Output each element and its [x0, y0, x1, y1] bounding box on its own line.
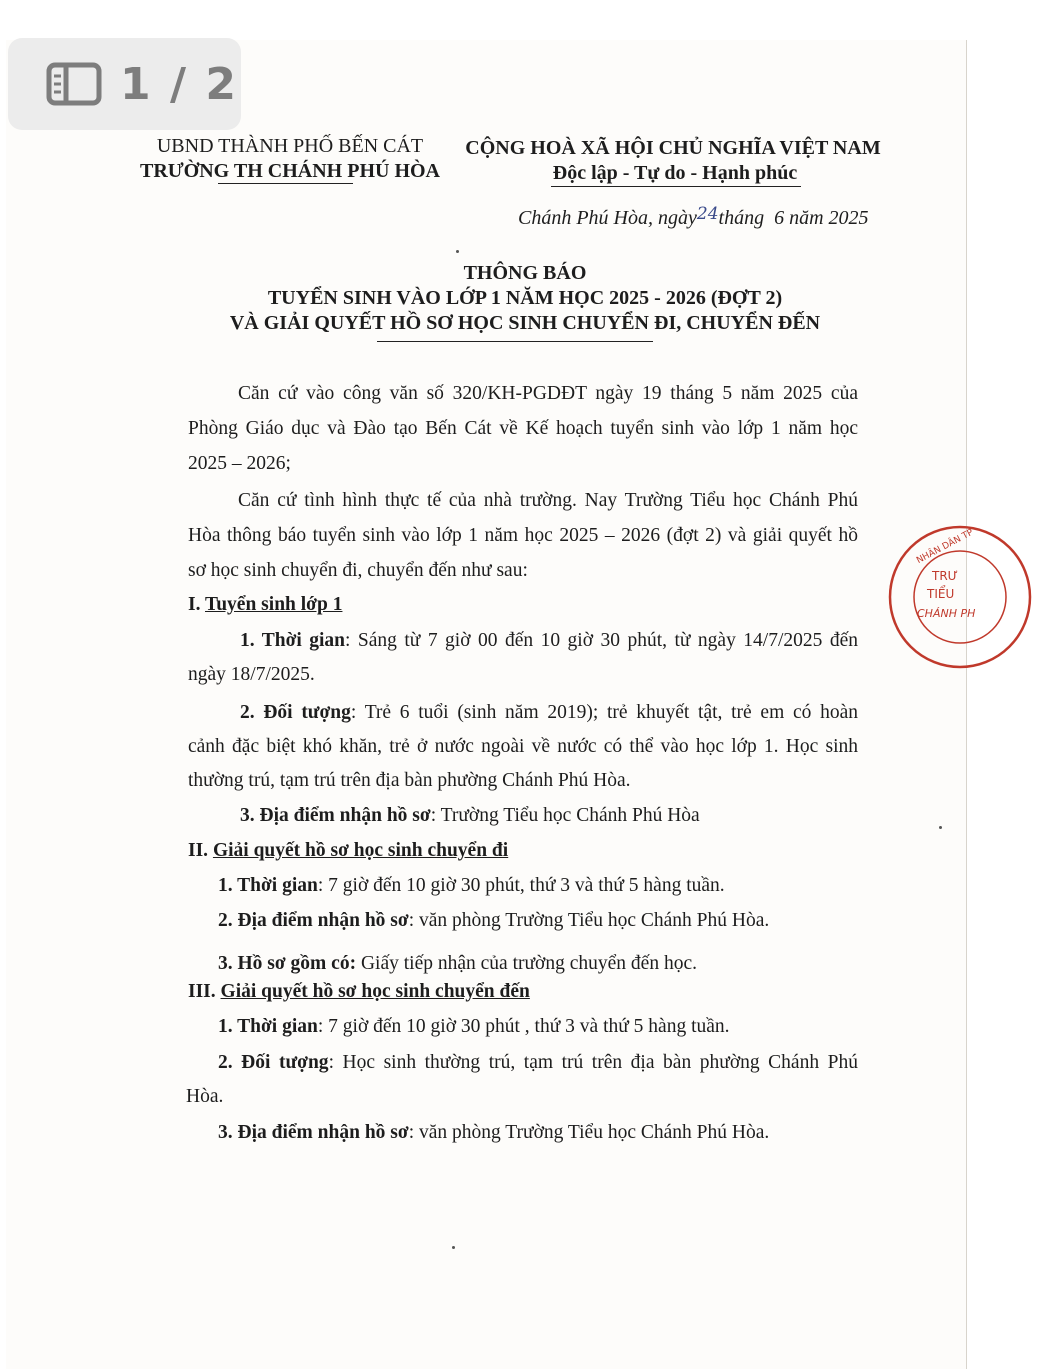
svg-text:CHÁNH PH: CHÁNH PH [917, 607, 976, 620]
reader-mode-icon[interactable] [46, 62, 102, 106]
page-counter: 1 / 2 [120, 58, 238, 110]
section-1-heading: I. Tuyển sinh lớp 1 [188, 594, 343, 615]
national-motto: Độc lập - Tự do - Hạnh phúc [552, 162, 798, 184]
date-day-handwritten: 24 [696, 204, 719, 224]
issuer-school: TRƯỜNG TH CHÁNH PHÚ HÒA [139, 160, 440, 182]
intro-p1-line1: Căn cứ vào công văn số 320/KH-PGDĐT ngày 19 tháng 5 năm 2025 của [238, 383, 858, 404]
seal-graphic [880, 522, 976, 672]
notice-subtitle-1: TUYỂN SINH VÀO LỚP 1 NĂM HỌC 2025 - 2026 (ĐỢT 2) [267, 287, 783, 309]
section-3-item-2-cont: Hòa. [186, 1086, 224, 1107]
section-1-item-2: 2. Đối tượng: Trẻ 6 tuổi (sinh năm 2019); trẻ khuyết tật, trẻ em có hoàn [240, 702, 858, 723]
section-1-item-2-cont1: cảnh đặc biệt khó khăn, trẻ ở nước ngoài về nước có thể vào học lớp 1. Học sinh [188, 736, 858, 757]
svg-text:NHÂN DÂN TP: NHÂN DÂN TP [915, 527, 976, 567]
title-rule [377, 341, 653, 342]
section-3-item-1: 1. Thời gian: 7 giờ đến 10 giờ 30 phút , thứ 3 và thứ 5 hàng tuần. [218, 1016, 730, 1037]
scan-speck [939, 826, 942, 829]
svg-text:TIỂU: TIỂU [927, 587, 955, 601]
intro-p1-line2: Phòng Giáo dục và Đào tạo Bến Cát về Kế hoạch tuyển sinh vào lớp 1 năm học [188, 418, 858, 439]
section-2-item-2: 2. Địa điểm nhận hồ sơ: văn phòng Trường Tiểu học Chánh Phú Hòa. [218, 910, 770, 931]
page-indicator[interactable] [8, 38, 241, 130]
header-left-rule [218, 183, 353, 184]
official-seal [880, 522, 976, 672]
section-3-item-2: 2. Đối tượng: Học sinh thường trú, tạm trú trên địa bàn phường Chánh Phú [218, 1052, 858, 1073]
issuer-authority: UBND THÀNH PHỐ BẾN CÁT [156, 135, 424, 157]
section-2-item-1: 1. Thời gian: 7 giờ đến 10 giờ 30 phút, thứ 3 và thứ 5 hàng tuần. [218, 875, 725, 896]
notice-subtitle-2: VÀ GIẢI QUYẾT HỒ SƠ HỌC SINH CHUYỂN ĐI, CHUYỂN ĐẾN [229, 312, 821, 334]
section-2-heading: II. Giải quyết hồ sơ học sinh chuyển đi [188, 840, 509, 861]
intro-p2-line2: Hòa thông báo tuyển sinh vào lớp 1 năm học 2025 – 2026 (đợt 2) và giải quyết hồ [188, 525, 858, 546]
section-1-item-1-cont: ngày 18/7/2025. [188, 664, 315, 685]
intro-p1-line3: 2025 – 2026; [188, 453, 291, 474]
intro-p2-line1: Căn cứ tình hình thực tế của nhà trường. Nay Trường Tiểu học Chánh Phú [238, 490, 858, 511]
section-1-item-3: 3. Địa điểm nhận hồ sơ: Trường Tiểu học Chánh Phú Hòa [240, 805, 700, 826]
header-right-rule [551, 186, 801, 187]
national-title: CỘNG HOÀ XÃ HỘI CHỦ NGHĨA VIỆT NAM [465, 137, 881, 159]
section-2-item-3: 3. Hồ sơ gồm có: Giấy tiếp nhận của trường chuyển đến học. [218, 953, 697, 974]
scan-speck [456, 250, 459, 253]
section-1-item-1: 1. Thời gian: Sáng từ 7 giờ 00 đến 10 giờ 30 phút, từ ngày 14/7/2025 đến [240, 630, 858, 651]
section-3-item-3: 3. Địa điểm nhận hồ sơ: văn phòng Trường Tiểu học Chánh Phú Hòa. [218, 1122, 770, 1143]
date-line: Chánh Phú Hòa, ngày$^{24}$tháng 6 năm 2025 [518, 204, 869, 229]
scan-speck [452, 1246, 455, 1249]
intro-p2-line3: sơ học sinh chuyển đi, chuyển đến như sau: [188, 560, 528, 581]
svg-text:TRƯ: TRƯ [932, 569, 958, 583]
section-1-item-2-cont2: thường trú, tạm trú trên địa bàn phường Chánh Phú Hòa. [188, 770, 631, 791]
notice-title: THÔNG BÁO [463, 262, 587, 284]
section-3-heading: III. Giải quyết hồ sơ học sinh chuyển đến [188, 981, 530, 1002]
